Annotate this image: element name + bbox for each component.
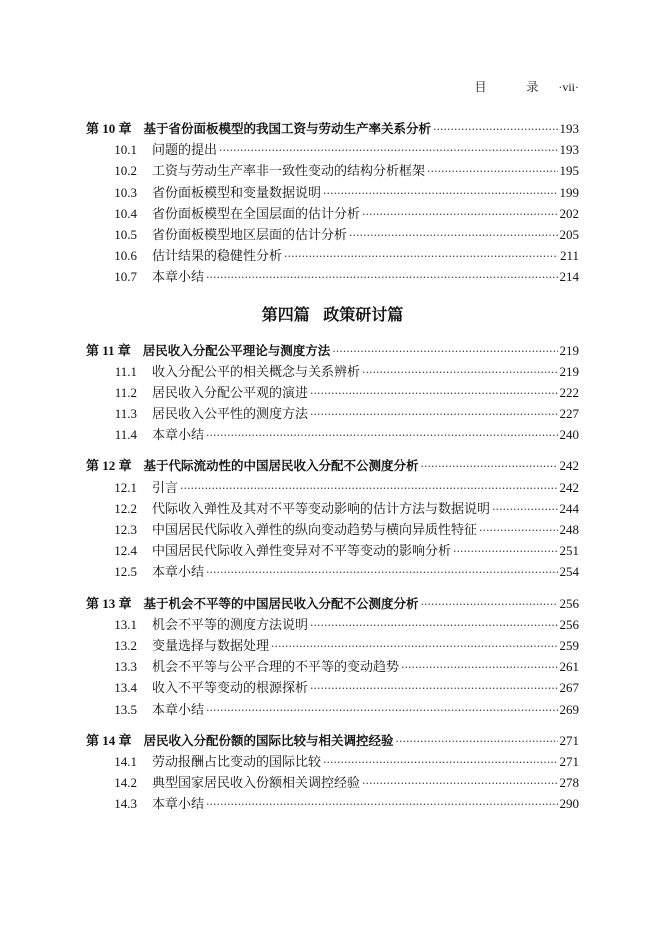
section-number: 14.3 [114,796,137,812]
section-title: 引言 [152,480,179,496]
section-title: 中国居民代际收入弹性的纵向变动趋势与横向异质性特征 [152,523,478,538]
section-number: 13.4 [114,680,137,696]
toc-section[interactable] [86,498,579,519]
header-page-number: ·vii· [558,80,579,94]
page-number: 211 [559,248,579,264]
section-title: 典型国家居民收入份额相关调控经验 [152,776,361,792]
toc-section[interactable] [86,382,579,403]
part-heading [86,290,579,340]
page-number: 244 [559,500,579,516]
section-title: 劳动报酬占比变动的国际比较 [152,754,322,770]
page-number: 193 [559,121,579,136]
page-number: 256 [559,616,579,632]
leader-dots [323,183,557,204]
leader-dots [427,161,557,182]
page-number: 240 [559,427,579,443]
page-number: 259 [559,637,579,653]
section-title: 估计结果的稳健性分析 [152,249,283,265]
section-title: 问题的提出 [152,143,218,159]
section-number: 14.2 [114,775,137,791]
section-title: 本章小结 [152,565,205,581]
section-number: 14.1 [114,753,137,769]
toc-section[interactable] [86,361,579,382]
section-number: 10.4 [114,205,137,221]
section-title: 省份面板模型地区层面的估计分析 [152,227,348,243]
leader-dots [349,225,557,246]
section-title: 居民收入公平性的测度方法 [152,407,309,423]
page-number: 271 [559,753,579,769]
toc-section[interactable] [86,160,579,181]
leader-dots [206,267,557,288]
leader-dots [219,140,557,161]
section-number: 12.3 [114,522,137,537]
toc-chapter-14[interactable] [86,730,579,751]
section-title: 代际收入弹性及其对不平等变动影响的估计方法与数据说明 [152,501,491,517]
chapter-title: 基于省份面板模型的我国工资与劳动生产率关系分析 [143,121,432,136]
page-number: 222 [559,384,579,400]
leader-dots [284,246,558,267]
leader-dots [362,362,557,383]
section-number: 11.4 [114,427,137,443]
page-number: 219 [559,363,579,379]
page-number: 251 [559,543,579,559]
leader-dots [362,204,557,225]
leader-dots [271,636,557,657]
section-number: 12.4 [114,543,137,559]
toc-section[interactable] [86,245,579,266]
chapter-title: 居民收入分配公平理论与测度方法 [142,342,331,358]
section-title: 收入分配公平的相关概念与关系辨析 [152,364,361,380]
page-number: 290 [559,796,579,812]
section-title: 本章小结 [152,702,205,718]
toc-section[interactable] [86,677,579,698]
chapter-number: 第 12 章 [86,458,132,474]
leader-dots [323,752,557,773]
page-number: 199 [559,184,579,200]
section-title: 变量选择与数据处理 [152,638,270,654]
toc-section[interactable] [86,424,579,445]
toc-section[interactable] [86,139,579,160]
header-text: 目 录 [474,80,557,94]
page-number: 219 [559,342,579,358]
section-title: 机会不平等的测度方法说明 [152,617,309,633]
page-number: 202 [559,205,579,221]
toc-section[interactable] [86,403,579,424]
section-number: 13.3 [114,659,137,675]
section-number: 12.5 [114,564,137,580]
table-of-contents [86,118,579,814]
section-title: 中国居民代际收入弹性变异对不平等变动的影响分析 [152,544,452,560]
page-number: 205 [559,226,579,242]
leader-dots [310,678,557,699]
chapter-number: 第 13 章 [86,595,132,611]
part-label: 第四篇 [261,304,310,324]
toc-section[interactable] [86,793,579,814]
leader-dots [362,773,557,794]
section-number: 13.5 [114,701,137,717]
section-number: 10.5 [114,226,137,242]
toc-section[interactable] [86,614,579,635]
section-number: 13.2 [114,637,137,653]
page-number: 261 [559,659,579,675]
toc-chapter-11[interactable] [86,340,579,361]
leader-dots [310,615,557,636]
page-number: 271 [559,732,579,748]
section-number: 10.6 [114,248,137,264]
section-title: 本章小结 [152,797,205,813]
running-header [475,78,580,95]
page-number: 214 [559,269,579,285]
toc-section[interactable] [86,540,579,561]
page-number: 242 [559,479,579,495]
chapter-title: 居民收入分配份额的国际比较与相关调控经验 [143,732,394,748]
section-title: 省份面板模型和变量数据说明 [152,185,322,201]
section-number: 11.1 [114,363,137,379]
chapter-number: 第 11 章 [86,342,131,358]
toc-section[interactable] [86,699,579,720]
leader-dots [401,657,557,678]
chapter-title: 基于代际流动性的中国居民收入分配不公测度分析 [143,458,419,474]
section-title: 居民收入分配公平观的演进 [152,385,309,401]
toc-section[interactable] [86,519,579,540]
page-number: 227 [559,406,579,422]
leader-dots [206,794,557,815]
section-number: 11.3 [114,406,137,422]
page-number: 193 [559,142,579,158]
section-title: 本章小结 [152,428,205,444]
section-number: 12.1 [114,479,137,495]
toc-section[interactable] [86,224,579,245]
toc-chapter-13[interactable] [86,593,579,614]
section-number: 13.1 [114,616,137,632]
part-title: 政策研讨篇 [323,304,404,324]
toc-section[interactable] [86,266,579,287]
toc-chapter-10[interactable] [86,118,579,139]
toc-section[interactable] [86,203,579,224]
toc-section[interactable] [86,182,579,203]
toc-section[interactable] [86,772,579,793]
toc-section[interactable] [86,561,579,582]
page-number: 195 [559,163,579,179]
toc-section[interactable] [86,656,579,677]
chapter-number: 第 14 章 [86,732,132,748]
leader-dots [492,499,557,520]
toc-section[interactable] [86,477,579,498]
page-number: 269 [559,701,579,717]
page-number: 248 [559,522,579,537]
leader-dots [453,541,557,562]
leader-dots [206,425,557,446]
page-number: 254 [559,564,579,580]
section-title: 机会不平等与公平合理的不平等的变动趋势 [152,660,400,676]
section-title: 省份面板模型在全国层面的估计分析 [152,206,361,222]
section-title: 收入不平等变动的根源探析 [152,681,309,697]
section-number: 10.1 [114,142,137,158]
page-number: 256 [559,595,579,611]
leader-dots [332,341,557,362]
section-number: 10.3 [114,184,137,200]
leader-dots [206,700,557,721]
chapter-number: 第 10 章 [86,121,132,136]
section-number: 10.7 [114,269,137,285]
toc-chapter-12[interactable] [86,455,579,476]
leader-dots [310,383,557,404]
section-title: 工资与劳动生产率非一致性变动的结构分析框架 [152,164,426,180]
page-number: 278 [559,775,579,791]
section-title: 本章小结 [152,270,205,286]
leader-dots [479,520,557,541]
toc-section[interactable] [86,635,579,656]
page-number: 242 [559,458,579,474]
section-number: 12.2 [114,500,137,516]
leader-dots [206,562,557,583]
leader-dots [396,731,558,752]
leader-dots [180,478,557,499]
leader-dots [421,594,558,615]
toc-section[interactable] [86,751,579,772]
section-number: 11.2 [114,384,137,400]
section-number: 10.2 [114,163,137,179]
leader-dots [433,119,557,140]
leader-dots [310,404,557,425]
page-number: 267 [559,680,579,696]
leader-dots [421,456,558,477]
chapter-title: 基于机会不平等的中国居民收入分配不公测度分析 [143,595,419,611]
